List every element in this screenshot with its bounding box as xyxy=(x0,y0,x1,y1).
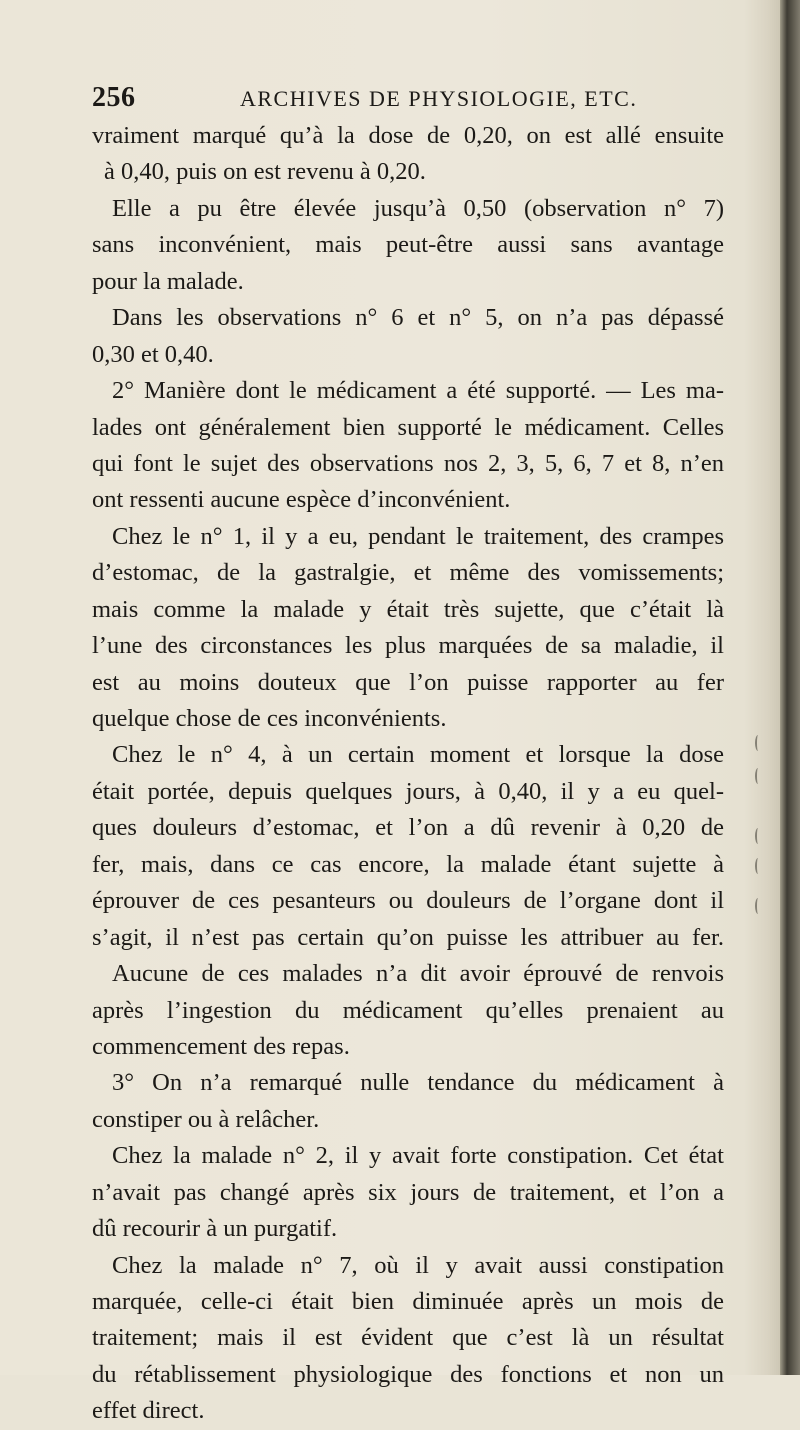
text-line: Aucune de ces malades n’a dit avoir éprouvé de renvois xyxy=(112,960,724,988)
text-line: après l’ingestion du médicament qu’elles prenaient au xyxy=(92,996,724,1024)
book-spine-shadow xyxy=(780,0,800,1375)
body-text xyxy=(92,118,724,1430)
running-title: ARCHIVES DE PHYSIOLOGIE, ETC. xyxy=(240,86,638,111)
text-line: Chez le n° 1, il y a eu, pendant le traitement, des crampes xyxy=(112,522,724,550)
text-line: vraiment marqué qu’à la dose de 0,20, on est allé ensuite xyxy=(92,122,724,149)
text-line: Chez la malade n° 2, il y avait forte constipation. Cet état xyxy=(112,1142,724,1170)
text-line: 0,30 et 0,40. xyxy=(92,340,214,368)
text-line: s’agit, il n’est pas certain qu’on puisse les attribuer au fer. xyxy=(92,923,724,951)
text-line: pour la malade. xyxy=(92,267,244,295)
text-line: quelque chose de ces inconvénients. xyxy=(92,705,447,732)
edge-mark xyxy=(755,828,761,844)
page-header xyxy=(92,82,722,116)
text-line: Chez la malade n° 7, où il y avait aussi constipation xyxy=(112,1251,724,1279)
text-line: traitement; mais il est évident que c’est là un résultat xyxy=(92,1324,724,1352)
text-line: qui font le sujet des observations nos 2, 3, 5, 6, 7 et 8, n’en xyxy=(92,449,724,477)
text-line: dû recourir à un purgatif. xyxy=(92,1215,338,1243)
text-line: d’estomac, de la gastralgie, et même des vomissements; xyxy=(92,559,724,587)
text-line: mais comme la malade y était très sujette, que c’était là xyxy=(92,595,724,623)
text-line: constiper ou à relâcher. xyxy=(92,1105,320,1133)
text-line: 3° On n’a remarqué nulle tendance du médicament à xyxy=(112,1069,724,1097)
text-line: lades ont généralement bien supporté le médicament. Celles xyxy=(92,413,724,441)
text-line: marquée, celle-ci était bien diminuée après un mois de xyxy=(92,1288,724,1315)
text-line: commencement des repas. xyxy=(92,1032,350,1060)
text-line: du rétablissement physiologique des fonctions et non un xyxy=(92,1360,724,1388)
edge-mark xyxy=(755,768,761,784)
text-line: ques douleurs d’estomac, et l’on a dû revenir à 0,20 de xyxy=(92,814,724,842)
edge-mark xyxy=(755,735,761,751)
text-line: était portée, depuis quelques jours, à 0,40, il y a eu quel- xyxy=(92,777,724,805)
text-line: est au moins douteux que l’on puisse rapporter au fer xyxy=(92,668,724,696)
text-line: fer, mais, dans ce cas encore, la malade étant sujette à xyxy=(92,850,724,878)
text-line: à 0,40, puis on est revenu à 0,20. xyxy=(104,158,426,186)
text-line: Elle a pu être élevée jusqu’à 0,50 (observation n° 7) xyxy=(112,194,724,222)
edge-mark xyxy=(755,898,761,914)
text-line: n’avait pas changé après six jours de traitement, et l’on a xyxy=(92,1178,724,1206)
page-edge-marks xyxy=(755,0,775,1375)
edge-mark xyxy=(755,858,761,874)
text-line: 2° Manière dont le médicament a été supporté. — Les ma- xyxy=(112,377,724,405)
page-number: 256 xyxy=(92,82,136,113)
text-line: Dans les observations n° 6 et n° 5, on n’a pas dépassé xyxy=(112,304,724,332)
text-line: ont ressenti aucune espèce d’inconvénient. xyxy=(92,486,511,514)
text-line: effet direct. xyxy=(92,1397,205,1425)
text-line: l’une des circonstances les plus marquées de sa maladie, il xyxy=(92,632,724,660)
text-line: Chez le n° 4, à un certain moment et lorsque la dose xyxy=(112,741,724,769)
text-line: sans inconvénient, mais peut-être aussi sans avantage xyxy=(92,231,724,259)
text-line: éprouver de ces pesanteurs ou douleurs de l’organe dont il xyxy=(92,887,724,915)
